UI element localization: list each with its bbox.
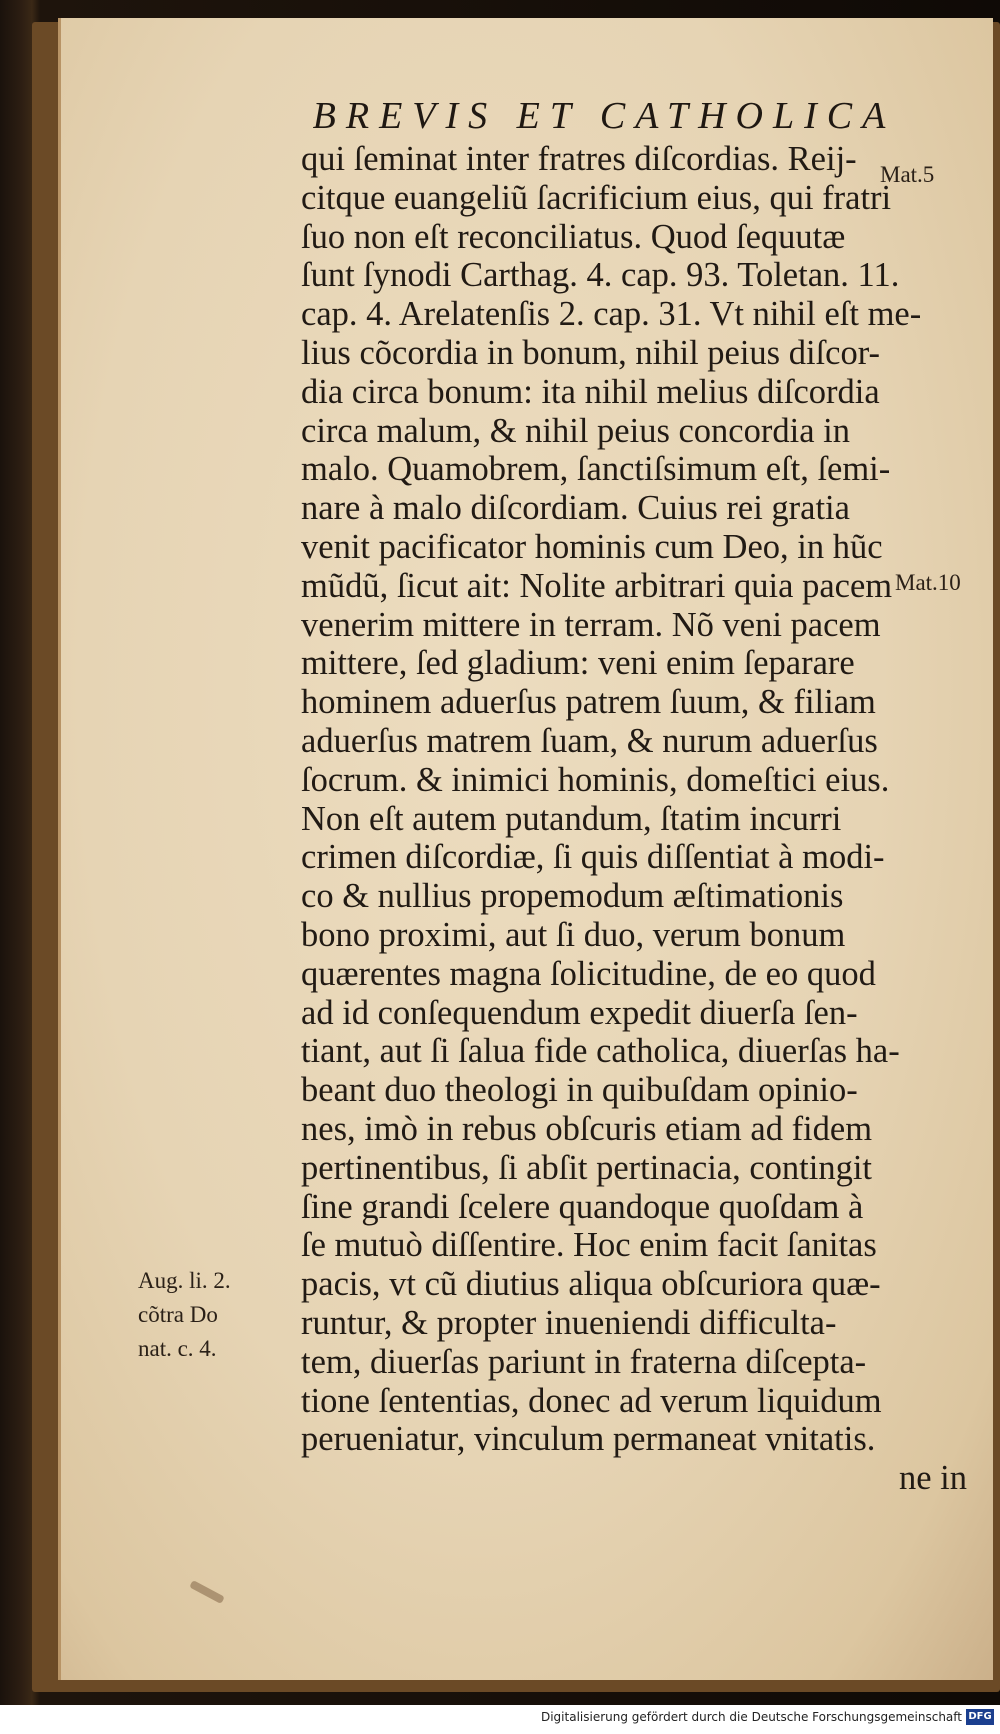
text-line: tione ſententias, donec ad verum liquidum	[301, 1381, 882, 1420]
text-line: tem, diuerſas pariunt in fraterna diſcepta-	[301, 1342, 867, 1381]
text-line: perueniatur, vinculum permaneat vnitatis.	[301, 1420, 876, 1459]
text-line: tiant, aut ſi ſalua fide catholica, diuerſas ha-	[301, 1032, 900, 1071]
margin-note-line: Aug. li. 2.	[138, 1268, 231, 1293]
text-line: beant duo theologi in quibuſdam opinio-	[301, 1071, 858, 1110]
text-line: cap. 4. Arelatenſis 2. cap. 31. Vt nihil eſt me-	[301, 295, 922, 334]
text-line: ad id conſequendum expedit diuerſa ſen-	[301, 993, 858, 1032]
catchword: ne in	[898, 1459, 967, 1498]
text-line: quærentes magna ſolicitudine, de eo quod	[301, 954, 876, 993]
text-line: citque euangeliũ ſacrificium eius, qui fratri	[301, 178, 892, 217]
text-line: circa malum, & nihil peius concordia in	[301, 411, 850, 450]
text-line: nare à malo diſcordiam. Cuius rei gratia	[301, 489, 850, 528]
margin-note-left	[138, 1264, 231, 1366]
paper-stain	[189, 1580, 225, 1604]
text-line: ſocrum. & inimici hominis, domeſtici eius.	[301, 760, 890, 799]
text-line: pacis, vt cũ diutius aliqua obſcuriora quæ-	[301, 1265, 881, 1304]
book-page	[58, 18, 993, 1680]
text-line: qui ſeminat inter fratres diſcordias. Reij-	[301, 140, 857, 178]
text-line: bono proximi, aut ſi duo, verum bonum	[301, 915, 846, 954]
text-line: nes, imò in rebus obſcuris etiam ad fidem	[301, 1109, 873, 1148]
margin-note-right: Mat.10	[895, 570, 961, 595]
main-text-block	[301, 140, 977, 1498]
text-line: hominem aduerſus patrem ſuum, & filiam	[301, 683, 876, 722]
margin-note-line: nat. c. 4.	[138, 1336, 217, 1361]
text-line: ſuo non eſt reconciliatus. Quod ſequutæ	[301, 217, 846, 256]
text-line: pertinentibus, ſi abſit pertinacia, contingit	[301, 1148, 873, 1187]
margin-note-line: cõtra Do	[138, 1302, 218, 1327]
text-line: lius cõcordia in bonum, nihil peius diſcor-	[301, 333, 881, 372]
text-line: co & nullius propemodum æſtimationis	[301, 877, 844, 916]
text-line: venit pacificator hominis cum Deo, in hũc	[301, 527, 883, 566]
running-head: BREVIS ET CATHOLICA	[312, 95, 896, 137]
text-line: venerim mittere in terram. Nõ veni pacem	[301, 605, 881, 644]
text-line: mũdũ, ſicut ait: Nolite arbitrari quia pacem	[301, 566, 893, 605]
text-line: runtur, & propter inueniendi difficulta-	[301, 1303, 837, 1342]
text-line: aduerſus matrem ſuam, & nurum aduerſus	[301, 721, 878, 760]
text-line: dia circa bonum: ita nihil melius diſcordia	[301, 372, 880, 411]
text-line: ſe mutuò diſſentire. Hoc enim facit ſanitas	[301, 1226, 877, 1265]
text-line: mittere, ſed gladium: veni enim ſeparare	[301, 644, 855, 683]
dfg-logo-icon: DFG	[966, 1709, 994, 1725]
text-line: ſunt ſynodi Carthag. 4. cap. 93. Toletan. 11.	[301, 256, 900, 295]
text-line: Non eſt autem putandum, ſtatim incurri	[301, 799, 842, 838]
text-line: malo. Quamobrem, ſanctiſsimum eſt, ſemi-	[301, 450, 891, 489]
text-line: ſine grandi ſcelere quandoque quoſdam à	[301, 1187, 864, 1226]
funding-credit: Digitalisierung gefördert durch die Deutsche Forschungsgemeinschaft	[540, 1710, 962, 1724]
text-line: crimen diſcordiæ, ſi quis diſſentiat à modi-	[301, 838, 885, 877]
margin-note-right: Mat.5	[880, 162, 935, 187]
page-content	[61, 18, 993, 1680]
